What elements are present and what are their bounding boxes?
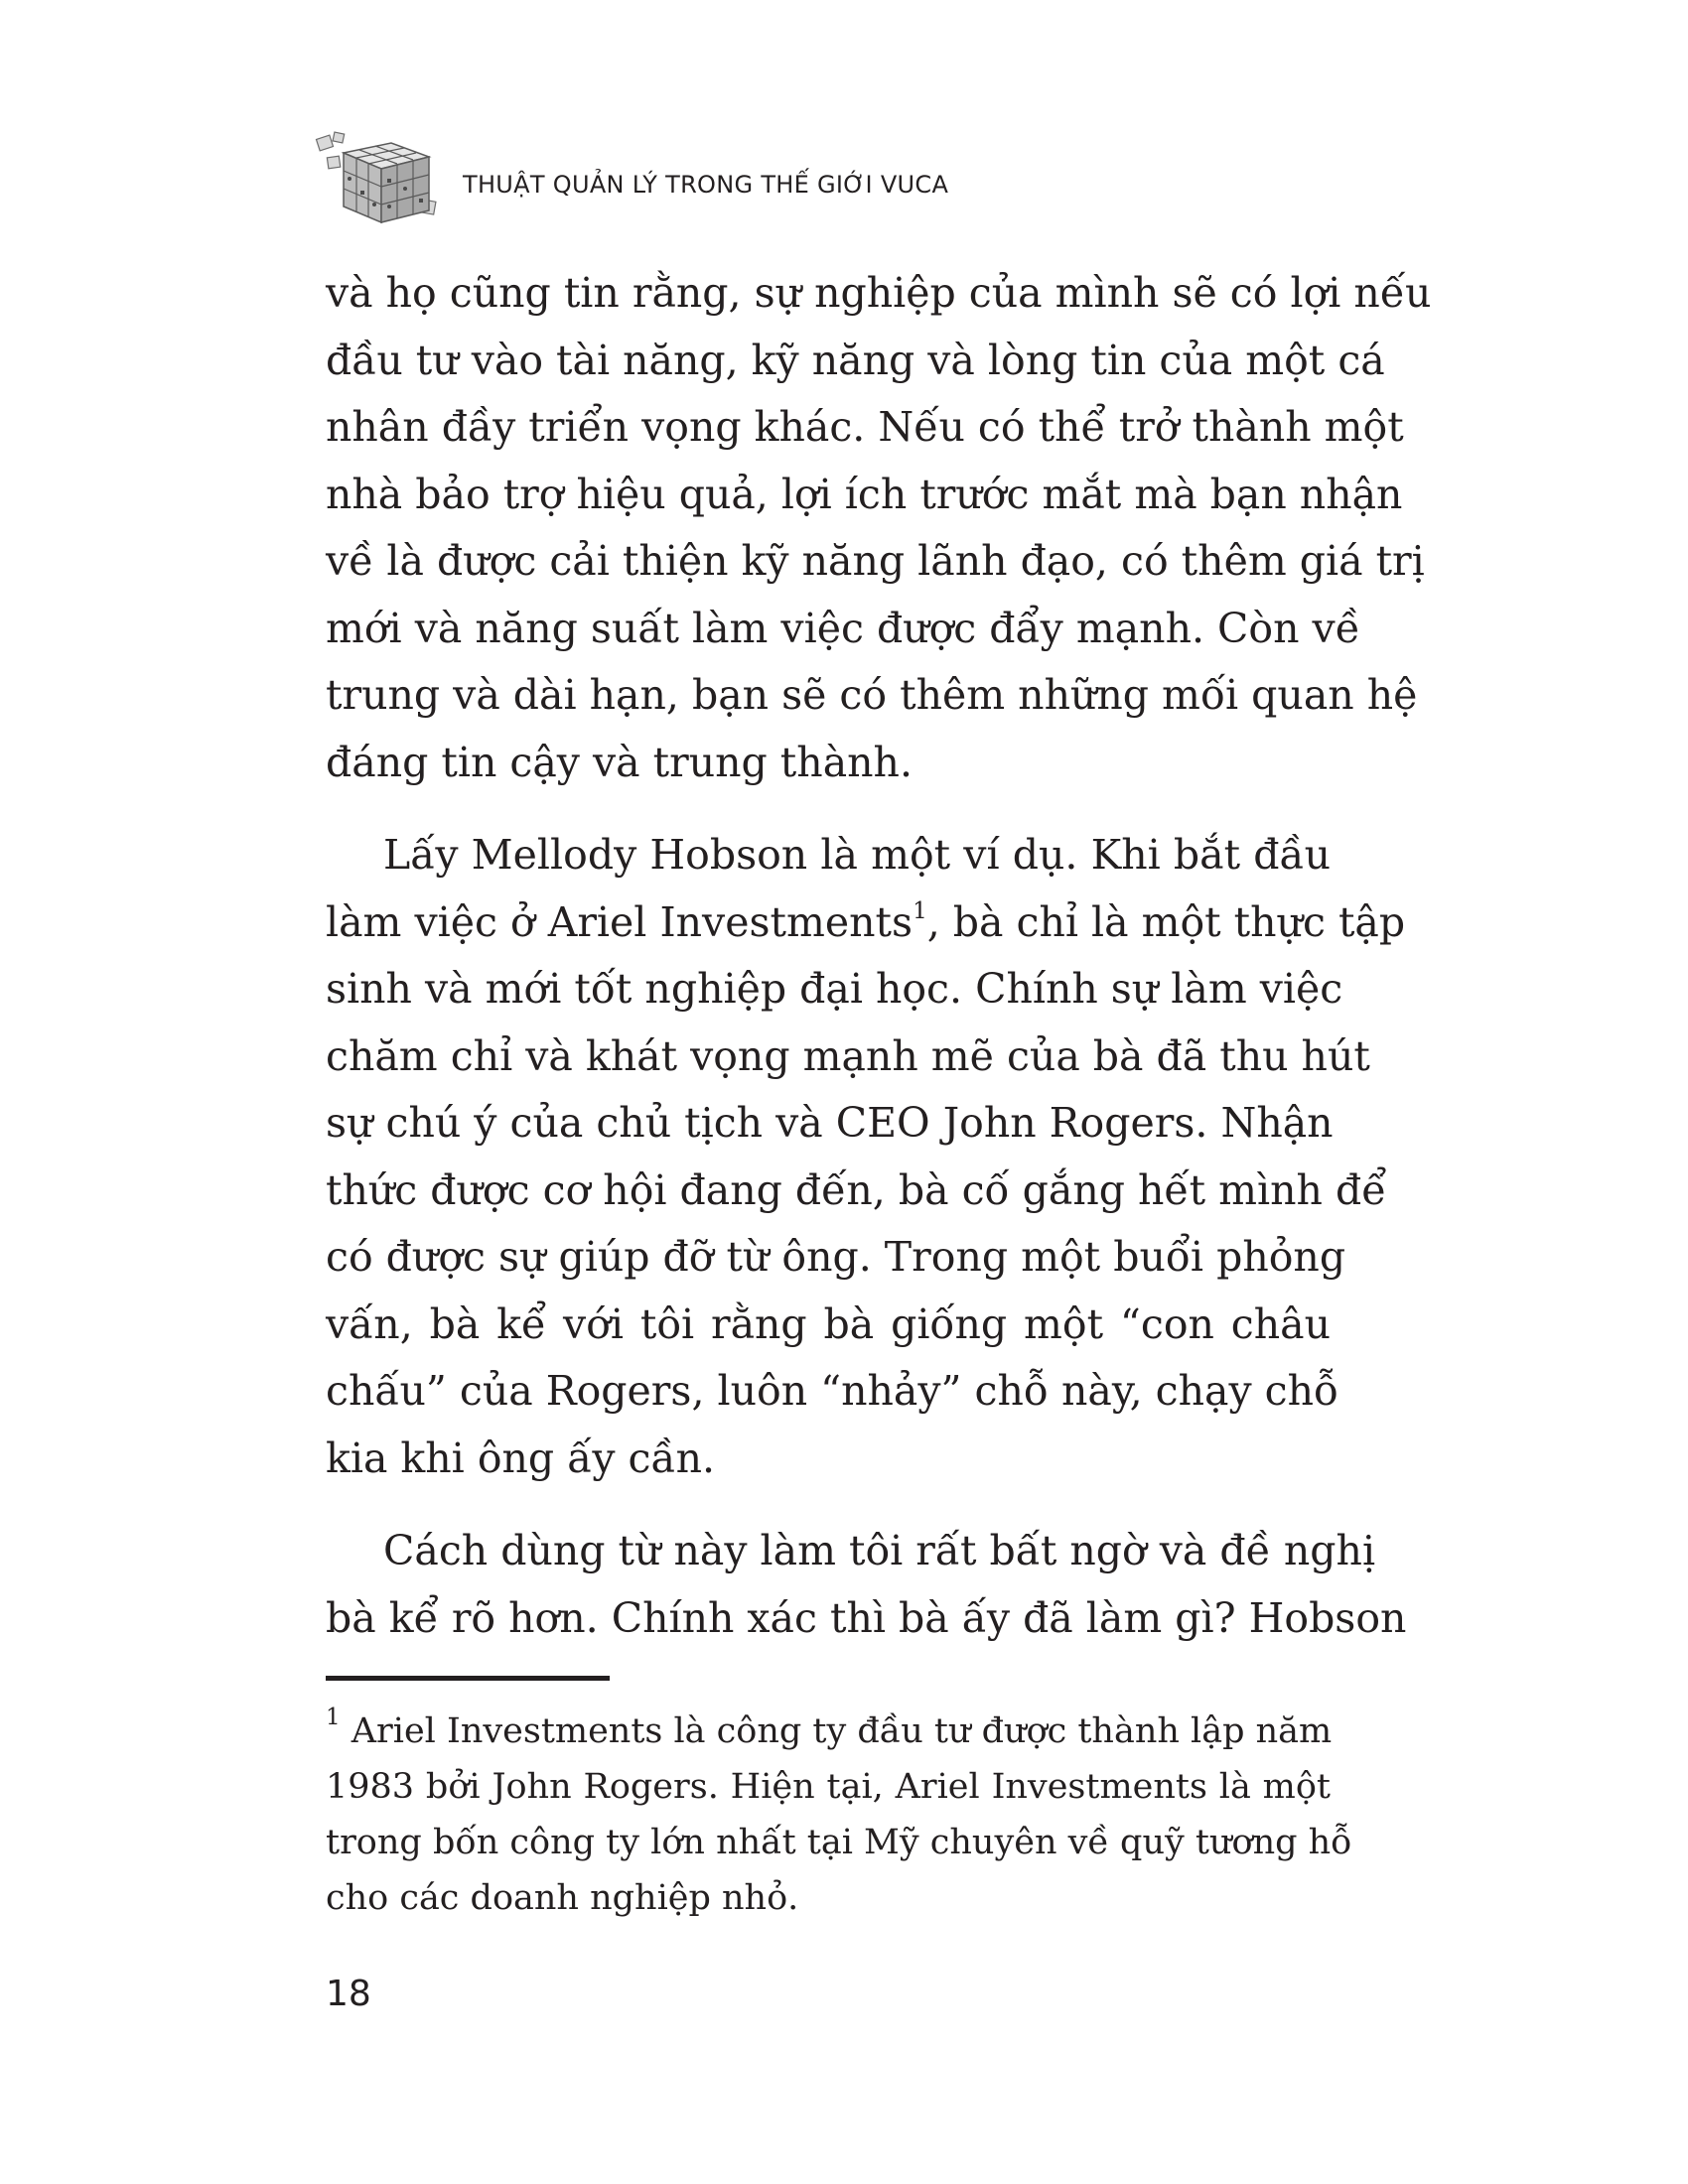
footnote-reference[interactable]: 1 [913,897,927,924]
body-text [326,260,1432,1652]
running-header [314,131,948,230]
text-segment: , bà chỉ là một thực tập [926,897,1406,946]
footnote [326,1704,1352,1926]
text-line: Cách dùng từ này làm tôi rất bất ngờ và đề nghị [383,1527,1376,1574]
text-line: thức được cơ hội đang đến, bà cố gắng hết mình để [326,1165,1387,1214]
text-line: vấn, bà kể với tôi rằng bà giống một “con châu [326,1299,1331,1348]
text-line-with-note [326,889,1406,957]
text-line: chăm chỉ và khát vọng mạnh mẽ của bà đã thu hút [326,1031,1370,1080]
footnote-divider [326,1676,610,1681]
paragraph-1 [326,260,1432,796]
text-line: chấu” của Rogers, luôn “nhảy” chỗ này, chạy chỗ [326,1367,1339,1415]
text-line: nhà bảo trợ hiệu quả, lợi ích trước mắt mà bạn nhận [326,470,1403,518]
text-line: đầu tư vào tài năng, kỹ năng và lòng tin của một cá [326,336,1385,384]
text-line: về là được cải thiện kỹ năng lãnh đạo, có thêm giá trị [326,537,1425,585]
text-segment: làm việc ở Ariel Investments [326,897,914,946]
text-line: nhân đầy triển vọng khác. Nếu có thể trở thành một [326,403,1404,451]
text-segment: Ariel Investments là công ty đầu tư được thành lập năm [340,1711,1333,1751]
text-line: sinh và mới tốt nghiệp đại học. Chính sự làm việc [326,965,1343,1013]
paragraph-3 [326,1518,1407,1652]
running-title: THUẬT QUẢN LÝ TRONG THẾ GIỚI VUCA [463,171,949,199]
paragraph-2 [326,822,1406,1492]
text-line: đáng tin cậy và trung thành. [326,738,913,786]
footnote-line: 1983 bởi John Rogers. Hiện tại, Ariel Investments là một [326,1767,1331,1807]
footnote-line [326,1704,1331,1759]
footnote-line: trong bốn công ty lớn nhất tại Mỹ chuyên về quỹ tương hỗ [326,1823,1352,1862]
text-line: sự chú ý của chủ tịch và CEO John Rogers. Nhận [326,1099,1334,1147]
text-line: kia khi ông ấy cần. [326,1433,716,1482]
rubiks-cube-icon [314,131,443,230]
text-line: trung và dài hạn, bạn sẽ có thêm những mối quan hệ [326,671,1418,719]
footnote-marker: 1 [326,1705,341,1730]
text-line: bà kể rõ hơn. Chính xác thì bà ấy đã làm gì? Hobson [326,1593,1407,1642]
page-number: 18 [326,1974,371,2014]
text-line: Lấy Mellody Hobson là một ví dụ. Khi bắt đầu [383,831,1331,879]
text-line: mới và năng suất làm việc được đẩy mạnh. Còn về [326,604,1360,652]
text-line: có được sự giúp đỡ từ ông. Trong một buổi phỏng [326,1233,1346,1281]
footnote-line: cho các doanh nghiệp nhỏ. [326,1878,799,1918]
text-line: và họ cũng tin rằng, sự nghiệp của mình sẽ có lợi nếu [326,269,1432,317]
